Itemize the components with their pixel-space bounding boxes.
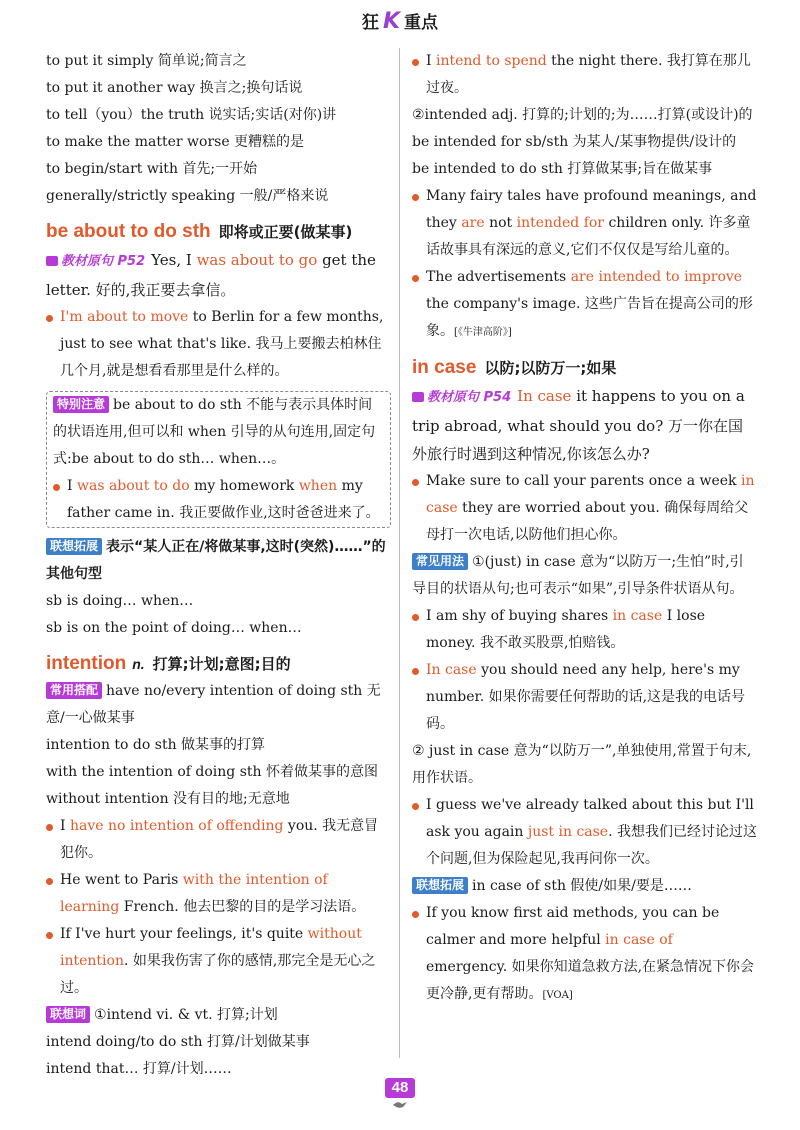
column-divider [399,48,400,1058]
bird-icon [392,1100,408,1110]
header-k-logo: K [382,9,401,34]
textbook-tag: 教材原句 P52 [46,254,145,269]
usage-block: 常见用法 ①(just) in case 意为“以防万一;生怕”时,引导目的状语从句;也可表示“如果”,引导条件状语从句。 [412,554,744,597]
association-line: intend doing/to do sth 打算/计划做某事 [46,1034,310,1050]
example-sentence: I was about to do my homework when my father came in. 我正要做作业,这时爸爸进来了。 [53,473,384,527]
example-sentence: Many fairy tales have profound meanings, and they are not intended for children only. 许多童话故事具有深远的意义,它们不仅仅是写给儿童的。 [412,183,757,264]
example-sentence: If I've hurt your feelings, it's quite without intention. 如果我伤害了你的感情,那完全是无心之过。 [46,921,391,1002]
pattern-line: sb is on the point of doing… when… [46,620,302,636]
example-sentence: I intend to spend the night there. 我打算在那儿过夜。 [412,48,757,102]
phrase-line: be intended for sb/sth 为某人/某事物提供/设计的 [412,134,737,150]
entry-heading: intention n. 打算;计划;意图;目的 [46,653,291,674]
example-sentence: I'm about to move to Berlin for a few months, just to see what that's like. 我马上要搬去柏林住几个月,就是想看看那里是什么样的。 [46,304,391,385]
extension-block: 联想拓展 表示“某人正在/将做某事,这时(突然)……”的其他句型 [46,539,386,582]
page-header [0,8,800,34]
extension-block: 联想拓展 in case of sth 假使/如果/要是…… [412,873,757,900]
example-sentence: I have no intention of offending you. 我无意冒犯你。 [46,813,391,867]
book-icon [412,392,424,402]
special-note-tag: 特别注意 [53,396,109,413]
example-sentence: The advertisements are intended to improve the company's image. 这些广告旨在提高公司的形象。[《牛津高阶》] [412,264,757,346]
collocation-line: with the intention of doing sth 怀着做某事的意图 [46,764,378,780]
collocation-block: 常用搭配 have no/every intention of doing sth 无意/一心做某事 [46,683,381,726]
example-sentence: I am shy of buying shares in case I lose money. 我不敢买股票,怕赔钱。 [412,603,757,657]
collocation-line: without intention 没有目的地;无意地 [46,791,290,807]
example-sentence: He went to Paris with the intention of learning French. 他去巴黎的目的是学习法语。 [46,867,391,921]
pattern-line: sb is doing… when… [46,593,194,609]
phrase-line: to tell（you）the truth 说实话;实话(对你)讲 [46,107,337,123]
association-line: intend that… 打算/计划…… [46,1061,232,1077]
header-pre: 狂 [361,13,379,33]
special-note-box: 特别注意 be about to do sth 不能与表示具体时间的状语连用,但可以和 when 引导的从句连用,固定句式:be about to do sth… when…。 I was about to do my homework when my father came in. 我正要做作业,这时爸爸进来了。 [46,391,391,528]
collocation-line: intention to do sth 做某事的打算 [46,737,266,753]
textbook-tag: 教材原句 P54 [412,390,511,405]
example-sentence: I guess we've already talked about this but I'll ask you again just in case. 我想我们已经讨论过这个问题,但为保险起见,我再问你一次。 [412,792,757,873]
association-block: 联想词 ①intend vi. & vt. 打算;计划 [46,1002,391,1029]
phrase-line: to begin/start with 首先;一开始 [46,161,258,177]
entry-heading: in case 以防;以防万一;如果 [412,357,617,378]
book-icon [46,256,58,266]
phrase-line: to make the matter worse 更糟糕的是 [46,134,305,150]
example-sentence: In case you should need any help, here's my number. 如果你需要任何帮助的话,这是我的电话号码。 [412,657,757,738]
phrase-line: to put it another way 换言之;换句话说 [46,80,303,96]
textbook-sentence: 教材原句 P54 In case it happens to you on a trip abroad, what should you do? 万一你在国外旅行时遇到这种情况,你该怎么办? [412,387,745,463]
textbook-sentence: 教材原句 P52 Yes, I was about to go get the letter. 好的,我正要去拿信。 [46,251,376,299]
right-column [412,48,757,1009]
phrase-line: to put it simply 简单说;简言之 [46,53,247,69]
header-post: 重点 [404,13,439,33]
example-sentence: If you know first aid methods, you can be calmer and more helpful in case of emergency. 如果你知道急救方法,在紧急情况下你会更冷静,更有帮助。[VOA] [412,900,757,1009]
usage-line: ② just in case 意为“以防万一”,单独使用,常置于句末,用作状语。 [412,743,752,786]
entry-heading: be about to do sth 即将或正要(做某事) [46,221,353,242]
page-number: 48 [385,1078,415,1098]
left-column [46,48,391,1083]
phrase-line: be intended to do sth 打算做某事;旨在做某事 [412,161,713,177]
phrase-line: generally/strictly speaking 一般/严格来说 [46,188,329,204]
intended-definition: ②intended adj. 打算的;计划的;为……打算(或设计)的 [412,107,753,123]
example-sentence: Make sure to call your parents once a week in case they are worried about you. 确保每周给父母打一次电话,以防他们担心你。 [412,468,757,549]
